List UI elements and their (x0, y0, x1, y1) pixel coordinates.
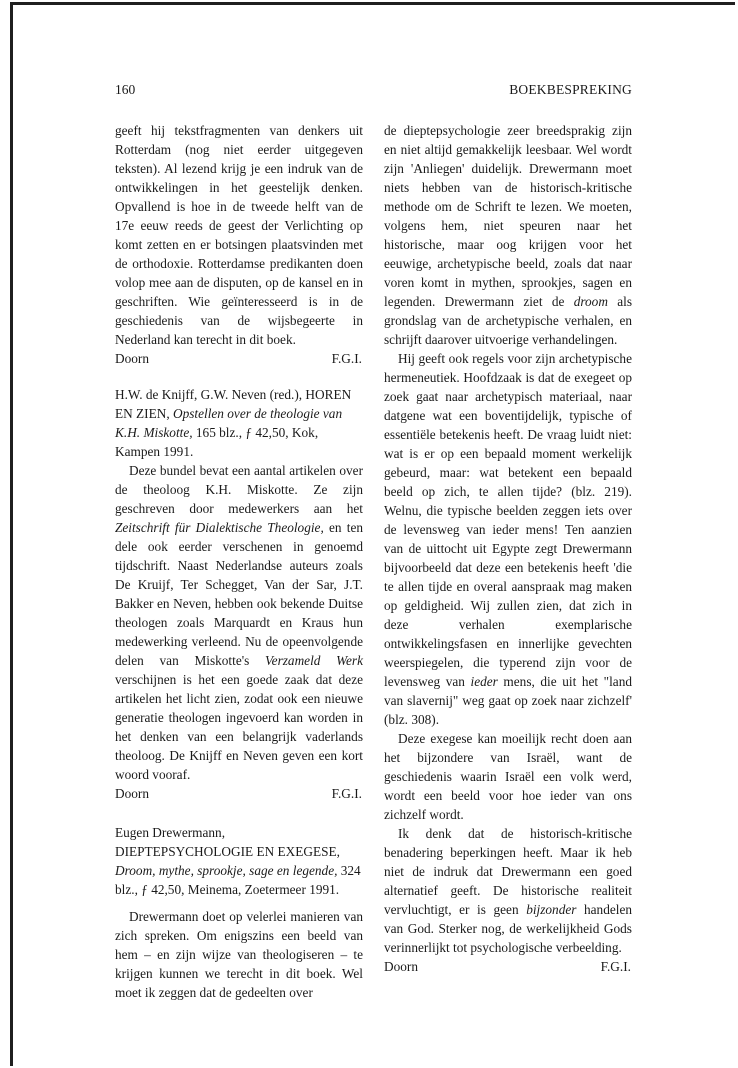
review-text: Ik denk dat de historisch-kritische benadering beperkingen heeft. Maar ik heb niet de indruk dat Drewermann een goed alternatief geeft. De historische realiteit vervluchtigt, er is geen (384, 826, 632, 917)
book-subtitle: Opstellen over de theologie van K.H. Miskotte, (115, 406, 343, 440)
emphasis: bijzonder (526, 902, 577, 917)
signature-initials: F.G.I. (331, 351, 362, 366)
review-text: de dieptepsychologie zeer breedsprakig zijn en niet altijd gemakkelijk leesbaar. Wel wordt zijn 'Anliegen' duidelijk. Drewermann moet niets hebben van de historisch-kritische methode om de Schrift te lezen. We moeten, volgens hem, niet speuren naar het historische, maar oog krijgen voor het eeuwige, archetypische beeld, zoals dat naar voren komt in mythen, sprookjes, sagen en legenden. Drewermann ziet de (384, 123, 632, 309)
review-paragraph (384, 121, 632, 349)
signature-initials: F.G.I. (600, 959, 631, 974)
signature-initials: F.G.I. (331, 786, 362, 801)
book-authors-title: Eugen Drewermann, DIEPTEPSYCHOLOGIE EN EXEGESE, (115, 825, 340, 859)
review-paragraph (384, 349, 632, 729)
book-citation (115, 385, 363, 461)
book-citation (115, 823, 363, 899)
section-title: BOEKBESPREKING (509, 82, 632, 97)
review-signature (384, 957, 632, 976)
book-authors-title: H.W. de Knijff, G.W. Neven (red.), HOREN EN ZIEN, (115, 387, 352, 421)
page-border-top (10, 2, 735, 5)
signature-place: Doorn (384, 959, 418, 974)
left-column (115, 121, 363, 1002)
review-signature (115, 349, 363, 368)
review-paragraph: Deze exegese kan moeilijk recht doen aan het bijzondere van Israël, want de geschiedenis waarin Israël een volk werd, wordt een beeld voor hoe ieder van ons zichzelf wordt. (384, 731, 632, 822)
journal-title: Zeitschrift für Dialektische Theologie, (115, 520, 324, 535)
book-details: 324 blz., ƒ 42,50, Meinema, Zoetermeer 1991. (115, 863, 361, 897)
work-title: Verzameld Werk (265, 653, 363, 668)
review-text: Hij geeft ook regels voor zijn archetypische hermeneutiek. Hoofdzaak is dat de exegeet op zoek gaat naar archetypisch materiaal, naar datgene wat een boventijdelijk, typische of essentiële betekenis heeft. De vraag luidt niet: wat is er op een bepaald moment werkelijk gebeurd, maar: wat betekent een bepaald beeld op zich, te allen tijde? (blz. 219). Welnu, die typische beelden zeggen iets over de levensweg van ieder mens! Ten aanzien van de uittocht uit Egypte zegt Drewermann bijvoorbeeld dat deze een betekenis heeft 'die te allen tijde en overal aanspraak mag maken op geldigheid. Wij zullen zien, dat zich in deze verhalen exemplarische ontwikkelingsfasen en innerlijke gevechten weerspiegelen, die typerend zijn voor de levensweg van (384, 351, 632, 689)
review-text: als grondslag van de archetypische verhalen, en schrijft daarover uitvoerige verhandelingen. (384, 294, 633, 347)
signature-place: Doorn (115, 786, 149, 801)
review-text: handelen van God. Sterker nog, de werkelijkheid Gods verinnerlijkt tot psychologische verbeelding. (384, 902, 632, 955)
review-signature (115, 784, 363, 803)
review-text: mens, die uit het "land van slavernij" weg gaat op zoek naar zichzelf' (blz. 308). (384, 674, 632, 727)
page-border-left (10, 2, 13, 1066)
review-paragraph: geeft hij tekstfragmenten van denkers uit Rotterdam (nog niet eerder uitgegeven teksten). Al lezend krijg je een indruk van de ontwikkelingen in het geestelijk denken. Opvallend is hoe in de tweede helft van de 17e eeuw reeds de geest der Verlichting op komt zetten en er botsingen plaatsvinden met de orthodoxie. Rotterdamse predikanten doen volop mee aan de disputen, op de kansel en in geschriften. Wie geïnteresseerd is in de geschiedenis van de wijsbegeerte in Nederland kan terecht in dit boek. (115, 123, 363, 347)
emphasis: ieder (470, 674, 498, 689)
right-column (384, 121, 632, 976)
signature-place: Doorn (115, 351, 149, 366)
review-paragraph: Drewermann doet op velerlei manieren van zich spreken. Om enigszins een beeld van hem – en zijn wijze van theologiseren – te krijgen kunnen we terecht in dit boek. Wel moet ik zeggen dat de gedeelten over (115, 909, 363, 1000)
review-paragraph (115, 461, 363, 784)
emphasis: droom (573, 294, 608, 309)
review-text: verschijnen is het een goede zaak dat deze artikelen het licht zien, zodat ook een nieuwe generatie theologen ingevoerd kan worden in het denken van een belangrijk vaderlands theoloog. De Knijff en Neven geven een kort woord vooraf. (115, 672, 363, 782)
book-subtitle: Droom, mythe, sprookje, sage en legende, (115, 863, 338, 878)
review-paragraph (384, 824, 632, 957)
page-number: 160 (115, 82, 136, 97)
review-text: en ten dele ook eerder verschenen in genoemd tijdschrift. Naast Nederlandse auteurs zoals De Kruijf, Ter Schegget, Van der Sar, J.T. Bakker en Neven, hebben ook bekende Duitse theologen zoals Marquardt en Kraus hun medewerking verleend. Nu de opeenvolgende delen van Miskotte's (115, 520, 364, 668)
book-details: 165 blz., ƒ 42,50, Kok, Kampen 1991. (115, 425, 319, 459)
review-text: Deze bundel bevat een aantal artikelen over de theoloog K.H. Miskotte. Ze zijn geschreven door medewerkers aan het (115, 463, 363, 516)
